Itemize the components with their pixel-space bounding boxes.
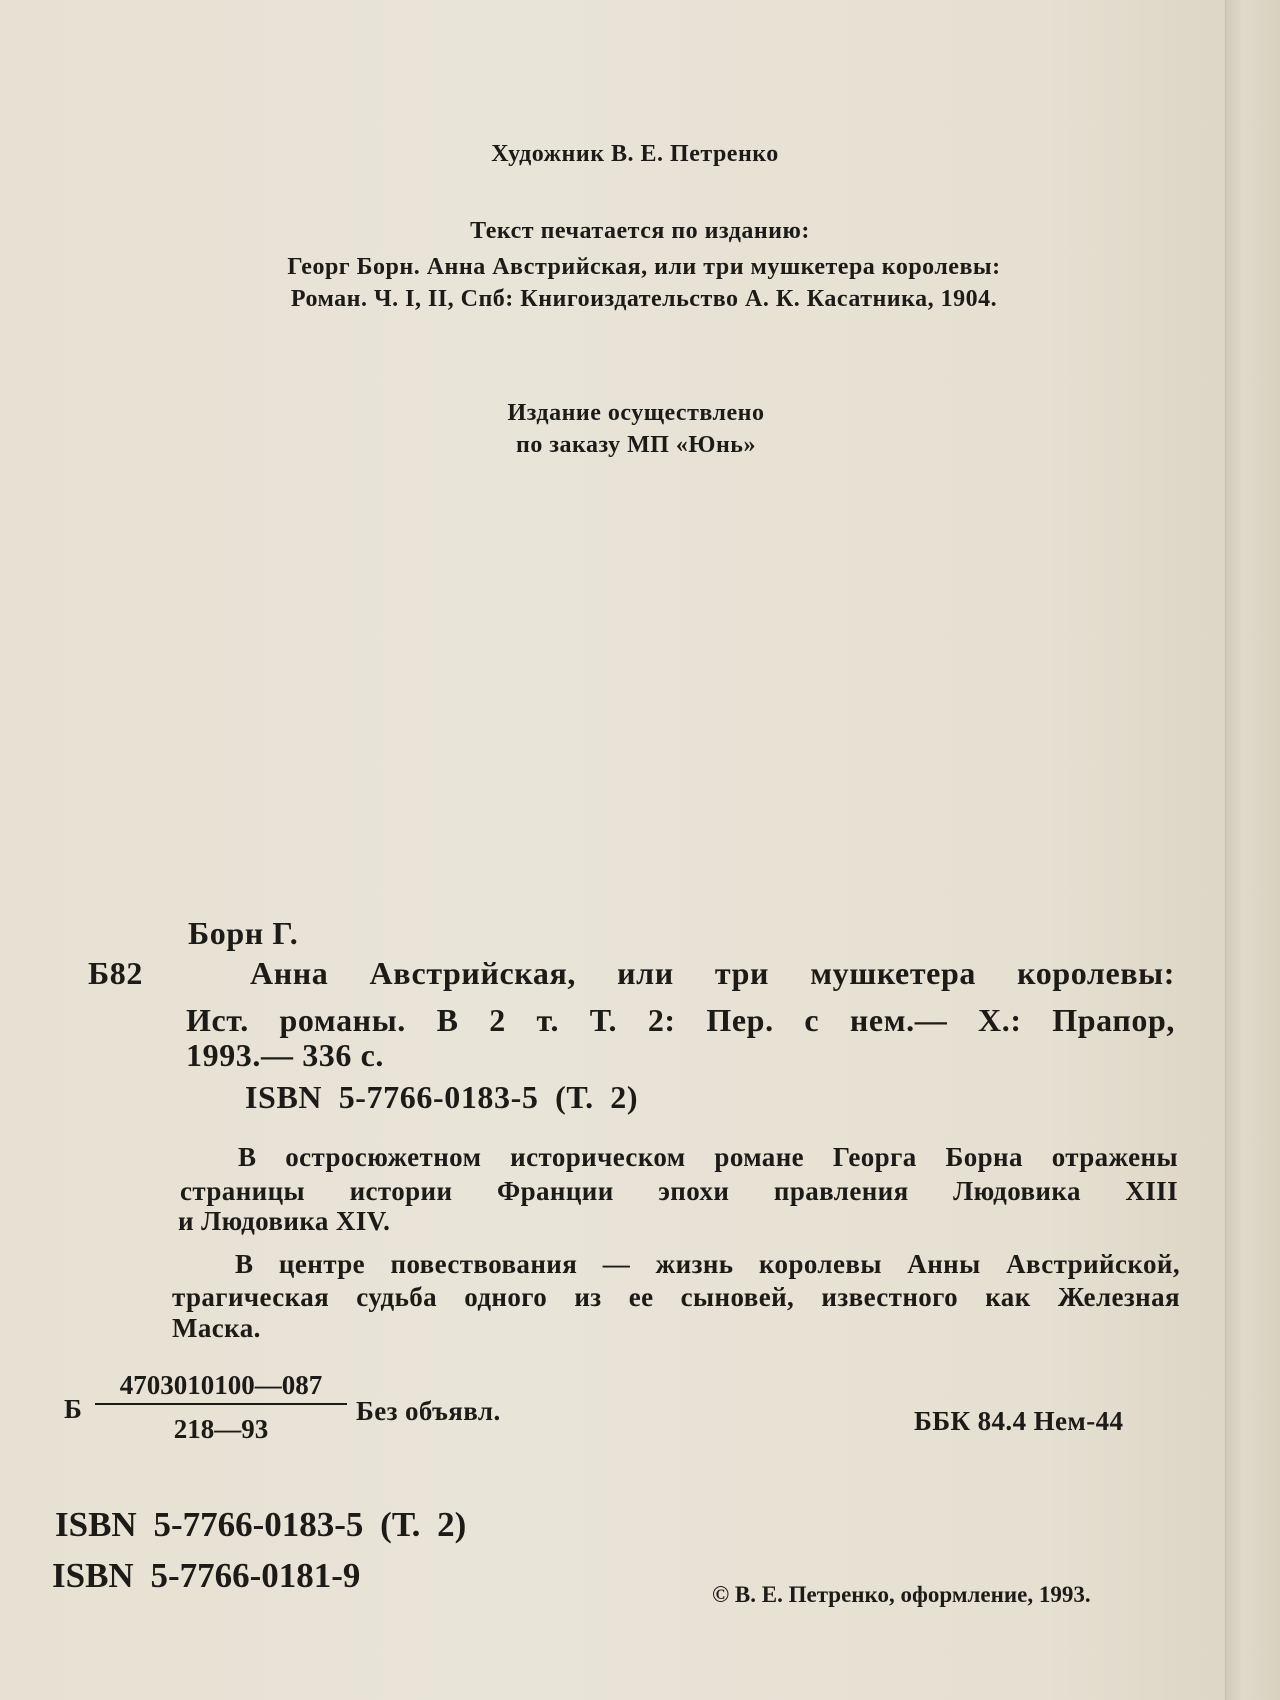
fraction-prefix: Б: [64, 1394, 83, 1424]
catalog-title-line-1: Анна Австрийская, или три мушкетера королевы:: [250, 955, 1175, 991]
annotation-p1-line-2: страницы истории Франции эпохи правления Людовика XIII: [180, 1176, 1178, 1206]
fraction-denominator: 218—93: [173, 1414, 269, 1444]
annotation-p1-line-3: и Людовика XIV.: [178, 1206, 391, 1236]
catalog-isbn: ISBN 5-7766-0183-5 (Т. 2): [245, 1079, 639, 1115]
source-line-1: Георг Борн. Анна Австрийская, или три мушкетера королевы:: [287, 254, 1001, 280]
catalog-title-line-3: 1993.— 336 с.: [186, 1037, 385, 1073]
fraction-numerator: 4703010100—087: [95, 1370, 347, 1405]
source-intro: Текст печатается по изданию:: [470, 218, 810, 244]
copyright-note: © В. Е. Петренко, оформление, 1993.: [712, 1582, 1091, 1607]
order-line-2: по заказу МП «Юнь»: [516, 432, 756, 458]
annotation-p2-line-2: трагическая судьба одного из ее сыновей, известного как Железная: [172, 1282, 1180, 1312]
catalog-index: Б82: [88, 955, 143, 991]
no-ads-note: Без объявл.: [356, 1396, 501, 1426]
annotation-p2-line-3: Маска.: [172, 1313, 261, 1343]
annotation-p1-line-1: В остросюжетном историческом романе Георга Борна отражены: [238, 1142, 1178, 1172]
annotation-p2-line-1: В центре повествования — жизнь королевы Анны Австрийской,: [235, 1249, 1180, 1279]
bbk-code: ББК 84.4 Нем-44: [914, 1406, 1124, 1436]
order-line-1: Издание осуществлено: [507, 400, 765, 426]
artist-credit: Художник В. Е. Петренко: [491, 141, 779, 167]
source-line-2: Роман. Ч. I, II, Спб: Книгоиздательство А. К. Касатника, 1904.: [290, 286, 998, 312]
isbn-volume-2: ISBN 5-7766-0183-5 (Т. 2): [55, 1505, 467, 1544]
catalog-title-line-2: Ист. романы. В 2 т. Т. 2: Пер. с нем.— Х.: Прапор,: [186, 1002, 1175, 1038]
catalog-author: Борн Г.: [188, 915, 299, 951]
isbn-set: ISBN 5-7766-0181-9: [52, 1556, 361, 1595]
